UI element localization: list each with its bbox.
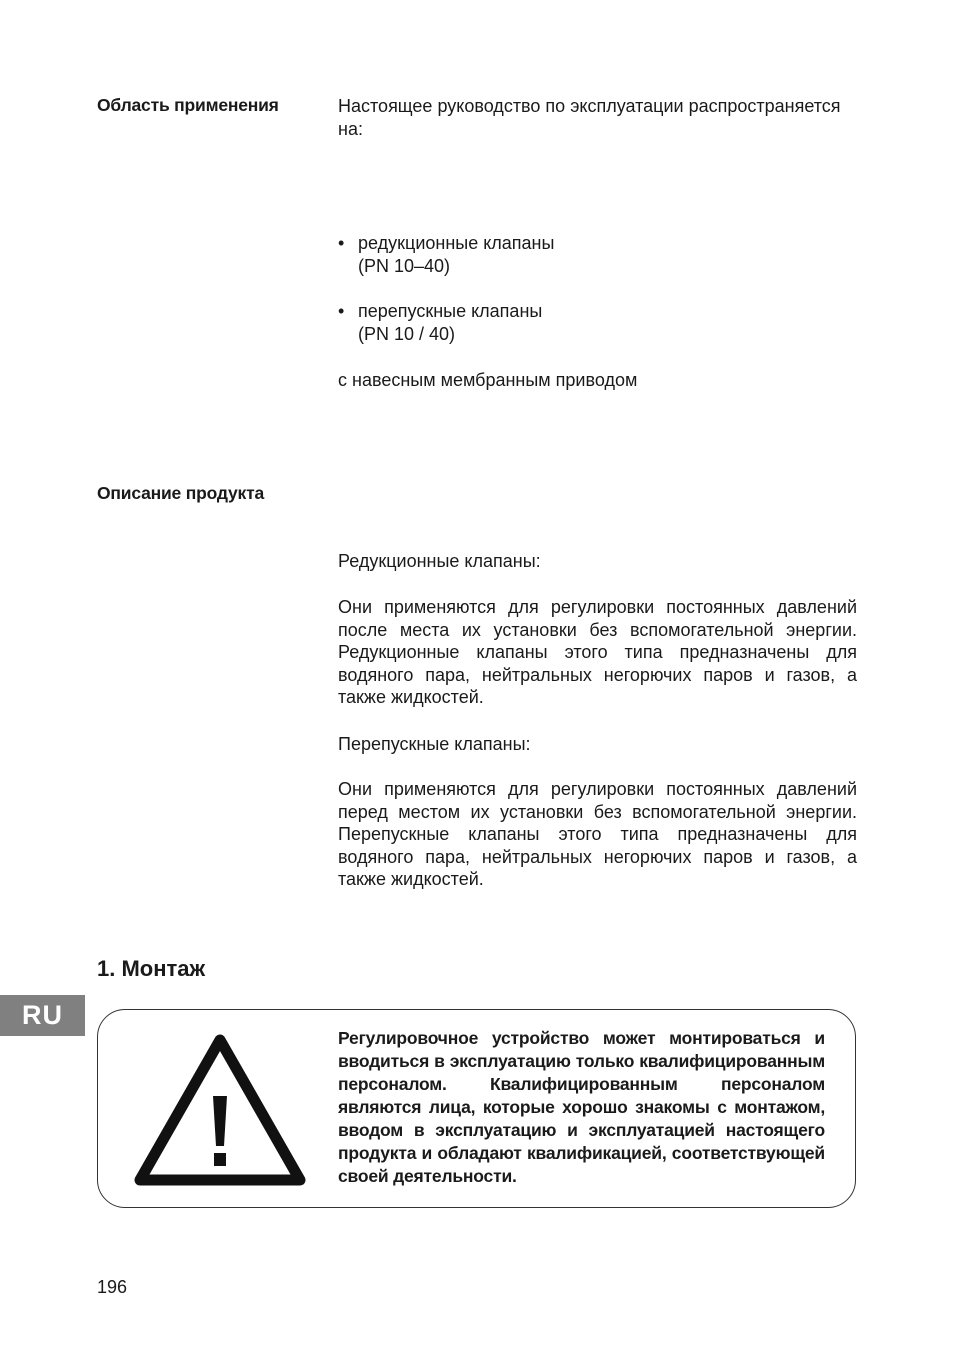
warning-triangle-icon [134, 1034, 306, 1186]
section-title: 1. Монтаж [97, 956, 206, 981]
scope-intro-line1: Настоящее руководство по эксплуатации распространяется [338, 96, 841, 116]
bullet-symbol: • [338, 301, 345, 321]
list-item [338, 232, 838, 277]
page-number: 196 [97, 1277, 128, 1297]
reducing-title: Редукционные клапаны: [338, 551, 541, 571]
product-heading: Описание продукта [97, 483, 264, 503]
overflow-title: Перепускные клапаны: [338, 734, 531, 754]
scope-intro [338, 95, 857, 140]
scope-heading: Область применения [97, 95, 279, 115]
bullet-line: (PN 10 / 40) [358, 323, 456, 344]
bullet-symbol: • [338, 233, 345, 253]
scope-intro-line2: на: [338, 118, 363, 139]
bullet-line: перепускные клапаны [358, 301, 543, 321]
bullet-line: редукционные клапаны [358, 233, 555, 253]
reducing-text: Они применяются для регулировки постоянных давлений после места их установки без вспомогательной энергии. Редукционные клапаны этого типа предназначены для водяного пара, нейтральных негорючих паров и газов, а также жидкостей. [338, 597, 857, 707]
list-item [338, 300, 838, 345]
warning-text: Регулировочное устройство может монтироваться и вводиться в эксплуатацию только квалифицированным персоналом. Квалифицированным персоналом являются лица, которые хорошо знакомы с монтажом, вводом в эксплуатацию и эксплуатацией настоящего продукта и обладают квалификацией, соответствующей своей деятельности. [338, 1028, 825, 1186]
language-tab: RU [0, 995, 85, 1036]
overflow-text: Они применяются для регулировки постоянных давлений перед местом их установки без вспомогательной энергии. Перепускные клапаны этого типа предназначены для водяного пара, нейтральных негорючих паров и газов, а также жидкостей. [338, 779, 857, 889]
scope-closing: с навесным мембранным приводом [338, 370, 638, 390]
bullet-line: (PN 10–40) [358, 255, 451, 276]
